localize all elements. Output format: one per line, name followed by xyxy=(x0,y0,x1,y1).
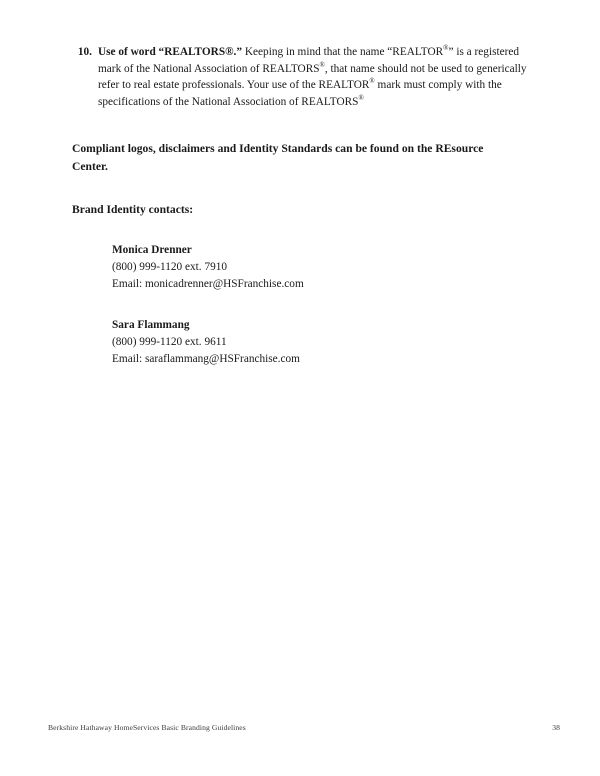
registered-mark-2: ® xyxy=(319,60,325,69)
registered-mark-3: ® xyxy=(369,77,375,86)
contact-entry xyxy=(112,242,540,293)
contact-phone: (800) 999-1120 ext. 7910 xyxy=(112,261,228,274)
brand-identity-contacts-heading: Brand Identity contacts: xyxy=(72,203,194,217)
contact-name: Sara Flammang xyxy=(112,318,190,331)
clause-body xyxy=(98,44,540,110)
clause-text-3: , that name should not be used to generically refer to real estate professionals. Your use of the REALTOR xyxy=(98,62,527,92)
registered-mark-1: ® xyxy=(443,44,449,53)
contact-email: Email: saraflammang@HSFranchise.com xyxy=(112,352,300,365)
resource-center-notice: Compliant logos, disclaimers and Identity Standards can be found on the REsource Center. xyxy=(72,142,484,173)
page-content xyxy=(72,44,540,368)
numbered-clause xyxy=(72,44,540,110)
clause-text-4: mark must comply with the specifications of the National Association of REALTORS xyxy=(98,79,502,108)
contact-entry xyxy=(112,317,540,368)
footer-page-number: 38 xyxy=(552,723,560,732)
contact-email: Email: monicadrenner@HSFranchise.com xyxy=(112,278,304,291)
contact-phone: (800) 999-1120 ext. 9611 xyxy=(112,335,227,348)
clause-lead: Use of word “REALTORS®.” xyxy=(98,46,243,58)
footer-document-title: Berkshire Hathaway HomeServices Basic Branding Guidelines xyxy=(48,723,246,732)
clause-text-1: Keeping in mind that the name “REALTOR xyxy=(242,46,444,58)
clause-text-2: ” is a registered mark of the National Association of REALTORS xyxy=(98,46,520,75)
clause-number: 10. xyxy=(77,46,92,58)
registered-mark-4: ® xyxy=(358,94,364,103)
contact-name: Monica Drenner xyxy=(112,244,192,257)
page-footer xyxy=(48,723,560,732)
